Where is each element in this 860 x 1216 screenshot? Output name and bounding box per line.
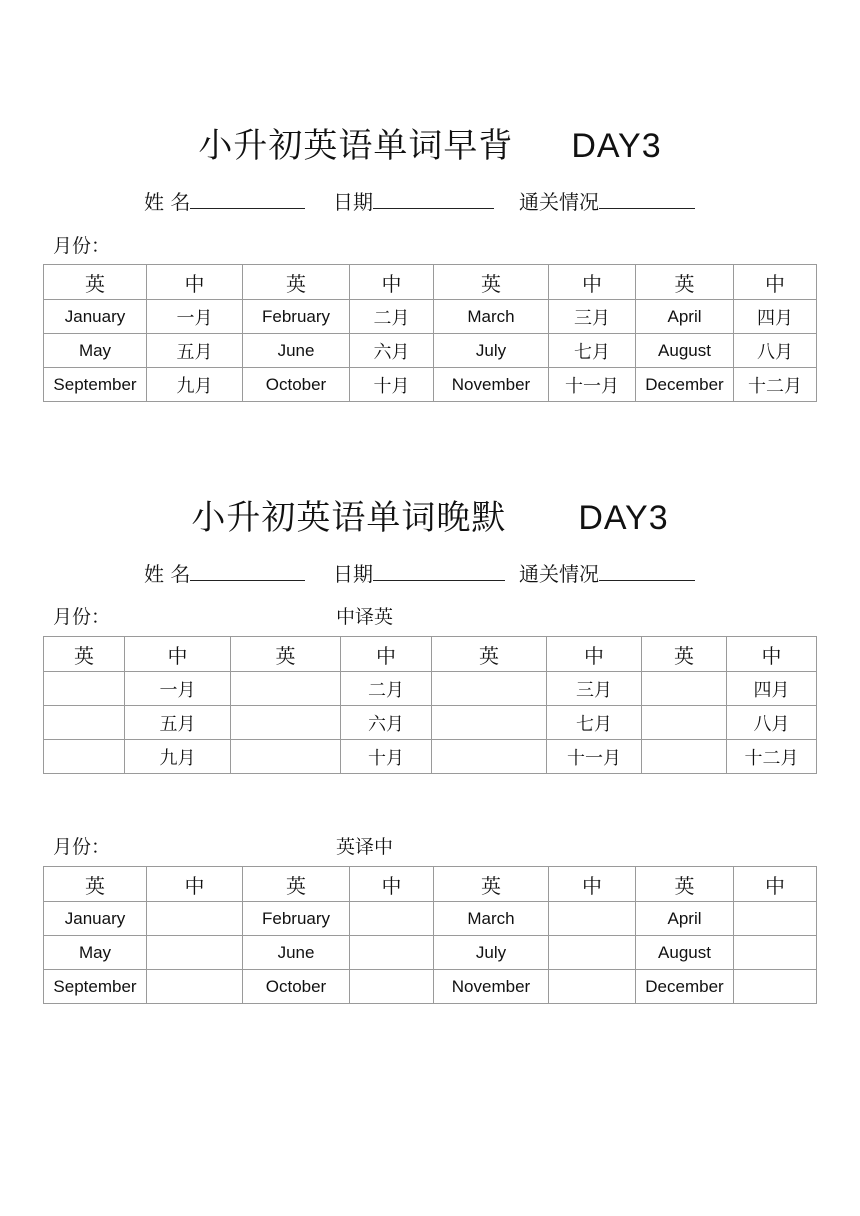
chinese-cell: 十二月 [727,740,817,774]
english-cell: November [434,970,549,1004]
english-cell: September [44,368,147,402]
header-cell: 英 [243,265,350,300]
evening-s1-mode-label: 中译英 [336,606,394,628]
answer-cell[interactable] [350,936,434,970]
chinese-cell: 十月 [350,368,434,402]
english-cell: February [243,902,350,936]
answer-cell[interactable] [734,902,817,936]
header-cell: 中 [734,867,817,902]
header-cell: 中 [350,265,434,300]
answer-cell[interactable] [642,672,727,706]
evening-pass-field[interactable] [519,558,695,587]
evening-s2-month-label: 月份： [53,836,111,858]
chinese-cell: 十二月 [734,368,817,402]
header-cell: 英 [432,637,547,672]
evening-title [0,490,860,539]
header-cell: 英 [636,265,734,300]
chinese-cell: 八月 [734,334,817,368]
morning-date-blank[interactable] [373,188,494,209]
table-row [44,970,817,1004]
table-row [44,368,817,402]
morning-name-label: 姓 名 [144,190,191,214]
evening-date-blank[interactable] [373,560,505,581]
morning-pass-blank[interactable] [599,188,695,209]
morning-month-label: 月份： [53,235,111,257]
morning-title-text: 小升初英语单词早背 [198,126,514,166]
header-cell: 中 [734,265,817,300]
table-row [44,936,817,970]
chinese-cell: 十一月 [549,368,636,402]
english-cell: April [636,902,734,936]
header-cell: 中 [125,637,231,672]
evening-cn-to-en-table [43,636,817,774]
chinese-cell: 十月 [341,740,432,774]
evening-date-label: 日期 [333,562,373,586]
evening-pass-label: 通关情况 [519,562,599,586]
answer-cell[interactable] [147,970,243,1004]
english-cell: May [44,936,147,970]
answer-cell[interactable] [734,936,817,970]
morning-pass-field[interactable] [519,186,695,215]
table-header-row [44,867,817,902]
table-row [44,902,817,936]
answer-cell[interactable] [549,970,636,1004]
chinese-cell: 五月 [147,334,243,368]
english-cell: January [44,300,147,334]
english-cell: September [44,970,147,1004]
english-cell: April [636,300,734,334]
evening-day: DAY3 [578,499,669,537]
answer-cell[interactable] [44,672,125,706]
morning-title [0,118,860,167]
table-row [44,706,817,740]
header-cell: 英 [434,265,549,300]
morning-date-field[interactable] [333,186,494,215]
chinese-cell: 二月 [350,300,434,334]
evening-title-text: 小升初英语单词晚默 [191,498,507,538]
answer-cell[interactable] [44,706,125,740]
english-cell: June [243,334,350,368]
chinese-cell: 七月 [547,706,642,740]
english-cell: November [434,368,549,402]
chinese-cell: 三月 [549,300,636,334]
english-cell: August [636,936,734,970]
answer-cell[interactable] [432,672,547,706]
chinese-cell: 四月 [734,300,817,334]
chinese-cell: 九月 [147,368,243,402]
table-row [44,300,817,334]
chinese-cell: 七月 [549,334,636,368]
header-cell: 中 [147,867,243,902]
english-cell: March [434,300,549,334]
header-cell: 英 [636,867,734,902]
english-cell: December [636,970,734,1004]
table-row [44,740,817,774]
english-cell: October [243,970,350,1004]
header-cell: 英 [44,637,125,672]
morning-table [43,264,817,402]
header-cell: 中 [549,867,636,902]
english-cell: July [434,936,549,970]
answer-cell[interactable] [549,936,636,970]
morning-name-blank[interactable] [190,188,305,209]
english-cell: March [434,902,549,936]
english-cell: May [44,334,147,368]
header-cell: 英 [44,265,147,300]
header-cell: 中 [147,265,243,300]
evening-en-to-cn-table [43,866,817,1004]
header-cell: 英 [44,867,147,902]
answer-cell[interactable] [231,672,341,706]
table-row [44,334,817,368]
chinese-cell: 三月 [547,672,642,706]
answer-cell[interactable] [350,902,434,936]
chinese-cell: 六月 [350,334,434,368]
chinese-cell: 一月 [147,300,243,334]
answer-cell[interactable] [147,902,243,936]
morning-date-label: 日期 [333,190,373,214]
chinese-cell: 一月 [125,672,231,706]
answer-cell[interactable] [549,902,636,936]
answer-cell[interactable] [44,740,125,774]
header-cell: 英 [434,867,549,902]
answer-cell[interactable] [642,740,727,774]
english-cell: August [636,334,734,368]
header-cell: 中 [549,265,636,300]
english-cell: December [636,368,734,402]
answer-cell[interactable] [432,740,547,774]
header-cell: 中 [547,637,642,672]
english-cell: July [434,334,549,368]
table-header-row [44,265,817,300]
morning-day: DAY3 [571,127,662,165]
table-header-row [44,637,817,672]
evening-date-field[interactable] [333,558,505,587]
header-cell: 英 [231,637,341,672]
header-cell: 中 [350,867,434,902]
answer-cell[interactable] [231,740,341,774]
chinese-cell: 四月 [727,672,817,706]
evening-name-field[interactable] [144,558,305,587]
english-cell: June [243,936,350,970]
english-cell: January [44,902,147,936]
chinese-cell: 九月 [125,740,231,774]
morning-name-field[interactable] [144,186,305,215]
english-cell: October [243,368,350,402]
answer-cell[interactable] [350,970,434,1004]
header-cell: 英 [642,637,727,672]
english-cell: February [243,300,350,334]
table-row [44,672,817,706]
evening-name-label: 姓 名 [144,562,191,586]
answer-cell[interactable] [642,706,727,740]
chinese-cell: 六月 [341,706,432,740]
chinese-cell: 十一月 [547,740,642,774]
evening-s1-month-label: 月份： [53,606,111,628]
answer-cell[interactable] [231,706,341,740]
answer-cell[interactable] [734,970,817,1004]
chinese-cell: 八月 [727,706,817,740]
header-cell: 英 [243,867,350,902]
chinese-cell: 五月 [125,706,231,740]
evening-pass-blank[interactable] [599,560,695,581]
header-cell: 中 [341,637,432,672]
evening-name-blank[interactable] [190,560,305,581]
evening-s2-mode-label: 英译中 [336,836,394,858]
answer-cell[interactable] [432,706,547,740]
chinese-cell: 二月 [341,672,432,706]
header-cell: 中 [727,637,817,672]
answer-cell[interactable] [147,936,243,970]
morning-pass-label: 通关情况 [519,190,599,214]
